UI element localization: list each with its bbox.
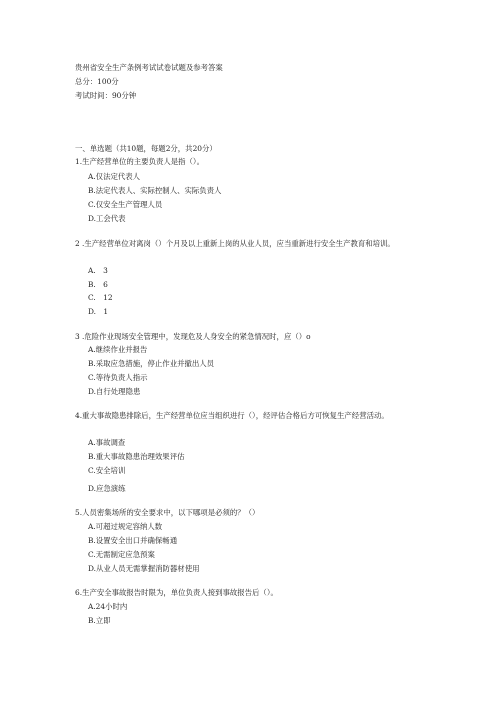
- question-stem: 4.重大事故隐患排除后，生产经营单位应当组织进行（），经评估合格后方可恢复生产经营活动。: [75, 411, 389, 420]
- question-option: C.仅安全生产管理人员: [88, 200, 163, 209]
- section-heading: 一、单选题（共10题，每题2分，共20分）: [75, 144, 217, 153]
- question-option: D.应急演练: [88, 484, 126, 493]
- question-stem: 2 .生产经营单位对离岗（）个月及以上重新上岗的从业人员，应当重新进行安全生产教育和培训。: [75, 239, 395, 248]
- question-option: A.可超过规定容纳人数: [88, 522, 163, 531]
- question-option: A.事故调查: [88, 438, 126, 447]
- question-option: C.安全培训: [88, 466, 126, 475]
- question-option: C. 12: [88, 293, 113, 302]
- question-option: D.自行处理隐患: [88, 387, 141, 396]
- document-title: 贵州省安全生产条例考试试卷试题及参考答案: [75, 63, 223, 72]
- question-option: B.设置安全出口并确保畅通: [88, 536, 178, 545]
- question-option: A.继续作业并报告: [88, 345, 148, 354]
- question-option: B. 6: [88, 280, 108, 289]
- question-option: D. 1: [88, 307, 109, 316]
- question-option: D.工会代表: [88, 214, 126, 223]
- question-option: B.立即: [88, 616, 111, 625]
- question-option: D.从业人员无需掌握消防器材使用: [88, 564, 200, 573]
- exam-time: 考试时间：90分钟: [75, 91, 137, 100]
- question-option: C.等待负责人指示: [88, 373, 148, 382]
- total-score: 总分：100分: [75, 77, 119, 86]
- question-option: A.仅法定代表人: [88, 172, 141, 181]
- question-stem: 6.生产安全事故报告时限为，单位负责人接到事故报告后（）。: [75, 588, 278, 597]
- question-stem: 1.生产经营单位的主要负责人是指（）。: [75, 157, 204, 166]
- question-option: B.法定代表人、实际控制人、实际负责人: [88, 186, 222, 195]
- question-stem: 3 .危险作业现场安全管理中，发现危及人身安全的紧急情况时，应（）o: [75, 332, 311, 341]
- question-option: B.重大事故隐患治理效果评估: [88, 452, 185, 461]
- question-option: B.采取应急措施，停止作业并撤出人员: [88, 359, 215, 368]
- question-stem: 5.人员密集场所的安全要求中，以下哪项是必须的？（）: [75, 508, 260, 517]
- question-option: A.24小时内: [88, 602, 128, 611]
- question-option: A. 3: [88, 266, 108, 275]
- question-option: C.无需制定应急预案: [88, 550, 155, 559]
